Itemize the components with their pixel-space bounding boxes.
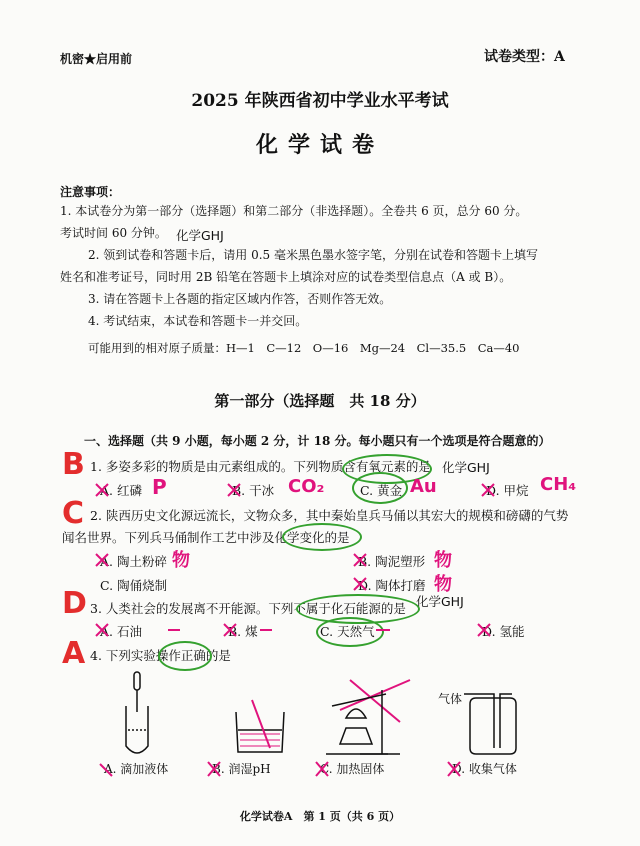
q4-answer-mark: A [62,636,86,671]
q3-answer-mark: D [62,586,87,621]
atomic-masses: 可能用到的相对原子质量：H—1 C—12 O—16 Mg—24 Cl—35.5 Ca—40 [88,341,520,355]
q1-watermark: 化学GHJ [442,460,490,475]
exam-title: 2025 年陕西省初中学业水平考试 [191,91,449,111]
q1-option-d: D. 甲烷 [486,483,529,498]
apparatus-b-beaker [236,700,284,752]
q1-annotation-a: P [152,475,167,499]
q4-strike-marks [100,680,463,776]
q4-caption-b: B. 润湿pH [212,762,271,776]
q1-annotation-c: Au [410,476,437,497]
q2-option-a: A. 陶土粉碎 [100,554,167,569]
note-line-3: 2. 领到试卷和答题卡后，请用 0.5 毫米黑色墨水签字笔，分别在试卷和答题卡上填写 [88,248,538,262]
q4-caption-c: C. 加热固体 [320,762,385,776]
q2-option-b: B. 陶泥塑形 [358,554,426,569]
q4-caption-d: D. 收集气体 [452,762,517,776]
q3-option-c: C. 天然气 [320,624,375,639]
q3-option-d: D. 氢能 [482,624,525,639]
q2-annotation-d: 物 [434,574,452,595]
subject-title: 化学试卷 [255,132,384,158]
q1-option-c: C. 黄金 [360,483,403,498]
section-heading: 一、选择题（共 9 小题，每小题 2 分，计 18 分。每小题只有一个选项是符合题意的） [84,434,551,448]
q1-stem: 1. 多姿多彩的物质是由元素组成的。下列物质含有氧元素的是 [90,459,431,474]
q2-strike-marks [96,554,366,590]
q1-answer-mark: B [62,447,85,482]
q1-option-b: B. 干冰 [232,483,275,498]
q1-annotation-d: CH₄ [540,474,577,495]
q2-option-c: C. 陶俑烧制 [100,578,168,593]
part1-title: 第一部分（选择题 共 18 分） [214,392,426,410]
q2-stem-line1: 2. 陕西历史文化源远流长，文物众多，其中秦始皇兵马俑以其宏大的规模和磅礴的气势 [90,508,569,523]
q3-watermark: 化学GHJ [416,594,464,609]
q2-annotation-a: 物 [172,550,190,571]
q4-stem: 4. 下列实验操作正确的是 [90,648,231,663]
apparatus-d-gas-bottle [464,694,516,754]
q3-strike-marks [96,624,490,636]
q1-strike-marks [96,484,494,496]
q2-answer-mark: C [62,496,85,531]
apparatus-c-heating [326,690,400,754]
paper-type-label: 试卷类型：A [484,49,565,65]
q3-option-a: A. 石油 [100,624,142,639]
q2-stem-line2: 闻名世界。下列兵马俑制作工艺中涉及化学变化的是 [62,530,350,545]
q1-option-a: A. 红磷 [100,483,142,498]
page-footer: 化学试卷A 第 1 页（共 6 页） [239,810,401,823]
note-line-5: 3. 请在答题卡上各题的指定区域内作答，否则作答无效。 [88,292,392,306]
note-line-4: 姓名和准考证号，同时用 2B 铅笔在答题卡上填涂对应的试卷类型信息点（A 或 B）。 [60,270,512,284]
q4-gas-label: 气体 [438,692,463,706]
q3-option-b: B. 煤 [228,624,258,639]
q2-annotation-b: 物 [434,550,452,571]
notes-heading: 注意事项： [60,185,121,199]
confidential-label: 机密★启用前 [60,52,133,66]
q1-annotation-b: CO₂ [288,476,325,497]
note-line-1: 1. 本试卷分为第一部分（选择题）和第二部分（非选择题）。全卷共 6 页，总分 60 分。 [60,204,528,218]
watermark-notes: 化学GHJ [176,228,224,243]
q2-option-d: D. 陶体打磨 [358,578,426,593]
q3-stem: 3. 人类社会的发展离不开能源。下列不属于化石能源的是 [90,601,406,616]
note-line-2: 考试时间 60 分钟。 [60,226,167,240]
q4-caption-a: A. 滴加液体 [104,762,169,776]
note-line-6: 4. 考试结束，本试卷和答题卡一并交回。 [88,314,308,328]
apparatus-a-dropper [126,672,148,753]
